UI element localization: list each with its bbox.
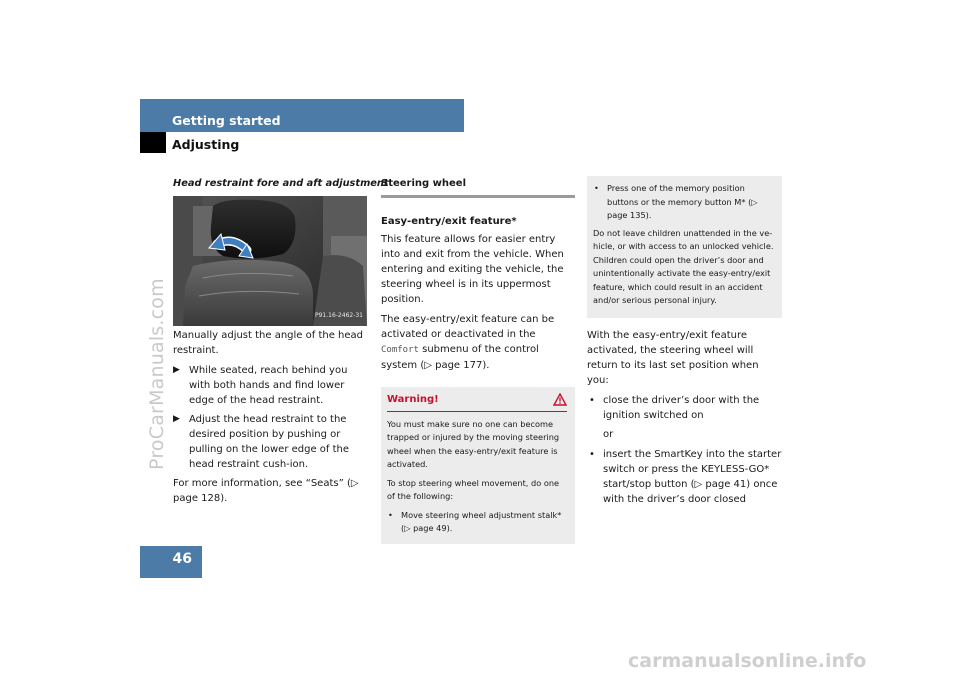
warning-bullet — [387, 509, 567, 536]
continued-warning-box — [587, 176, 782, 318]
warning-triangle-icon — [553, 393, 567, 406]
page-number-box — [140, 546, 202, 578]
head-restraint-photo — [173, 196, 367, 326]
seat-illustration — [173, 196, 367, 326]
chapter-title: Getting started — [172, 113, 281, 128]
warning-header — [387, 393, 567, 412]
seats-reference: For more information, see “Seats” (▷ page 128). — [173, 478, 359, 504]
warning-bullet-text: Move steering wheel adjustment stalk* (▷ page 49). — [401, 509, 562, 533]
memory-bullet — [593, 182, 774, 223]
column-easy-entry-continued — [587, 176, 782, 511]
bullet-dot-icon: • — [594, 183, 599, 193]
step-arrow-icon: ▶ — [173, 414, 180, 424]
watermark-left: ProCarManuals.com — [146, 278, 168, 470]
section-title: Adjusting — [172, 137, 240, 152]
easy-entry-subheading: Easy-entry/exit feature* — [381, 216, 517, 227]
step-text: Adjust the head restraint to the desired position by pushing or pulling on the lower edge of the head restraint cush-ion. — [189, 414, 350, 470]
activation-text-b: submenu of the control system (▷ page 177). — [381, 344, 539, 371]
warning-box — [381, 387, 575, 544]
column-steering-wheel — [381, 176, 575, 544]
head-restraint-intro: Manually adjust the angle of the head restraint. — [173, 330, 363, 356]
condition-item — [587, 447, 782, 507]
warning-text-1: You must make sure no one can become trapped or injured by the moving steering wheel when the easy-entry/exit feature is activated. — [387, 418, 560, 469]
bullet-dot-icon: • — [589, 394, 595, 406]
condition-item — [587, 393, 782, 423]
step-text: While seated, reach behind you with both hands and find lower edge of the head restraint. — [189, 365, 348, 406]
warning-title: Warning! — [387, 394, 439, 405]
bullet-dot-icon: • — [589, 448, 595, 460]
page-number: 46 — [172, 551, 192, 567]
memory-bullet-text: Press one of the memory position buttons or the memory button M* (▷ page 135). — [607, 183, 758, 220]
bullet-dot-icon: • — [388, 509, 393, 520]
easy-entry-activation — [381, 312, 575, 373]
warning-text-2: To stop steering wheel movement, do one of the following: — [387, 477, 560, 501]
activation-text-a: The easy-entry/exit feature can be activated or deactivated in the — [381, 314, 555, 340]
header-marker — [140, 132, 166, 153]
condition-text: insert the SmartKey into the starter switch or press the KEYLESS-GO* start/stop button (▷ page 41) once with the driver’s door closed — [603, 448, 782, 505]
head-restraint-heading: Head restraint fore and aft adjustment — [173, 178, 389, 189]
easy-entry-description: This feature allows for easier entry into and exit from the vehicle. When entering and exiting the vehicle, the steering wheel is in its uppermost position. — [381, 234, 564, 305]
step-arrow-icon: ▶ — [173, 365, 180, 375]
watermark-bottom: carmanualsonline.info — [628, 650, 867, 672]
condition-text: close the driver’s door with the ignition switched on — [603, 394, 760, 421]
children-warning-text: Do not leave children unattended in the ve-hicle, or with access to an unlocked vehicle. Children could open the driver’s door and unintentionally activate the easy-entry/exit feature, which could result in an accident and/or serious personal injury. — [593, 227, 774, 305]
column-head-restraint — [173, 176, 389, 511]
steering-wheel-heading: Steering wheel — [381, 176, 575, 198]
step-item — [173, 412, 368, 472]
or-text: or — [603, 428, 614, 440]
photo-code: P91.16-2462-31 — [314, 312, 363, 319]
comfort-menu-label: Comfort — [381, 345, 419, 355]
step-item — [173, 363, 368, 408]
return-position-intro: With the easy-entry/exit feature activated, the steering wheel will return to its last set position when you: — [587, 329, 759, 386]
